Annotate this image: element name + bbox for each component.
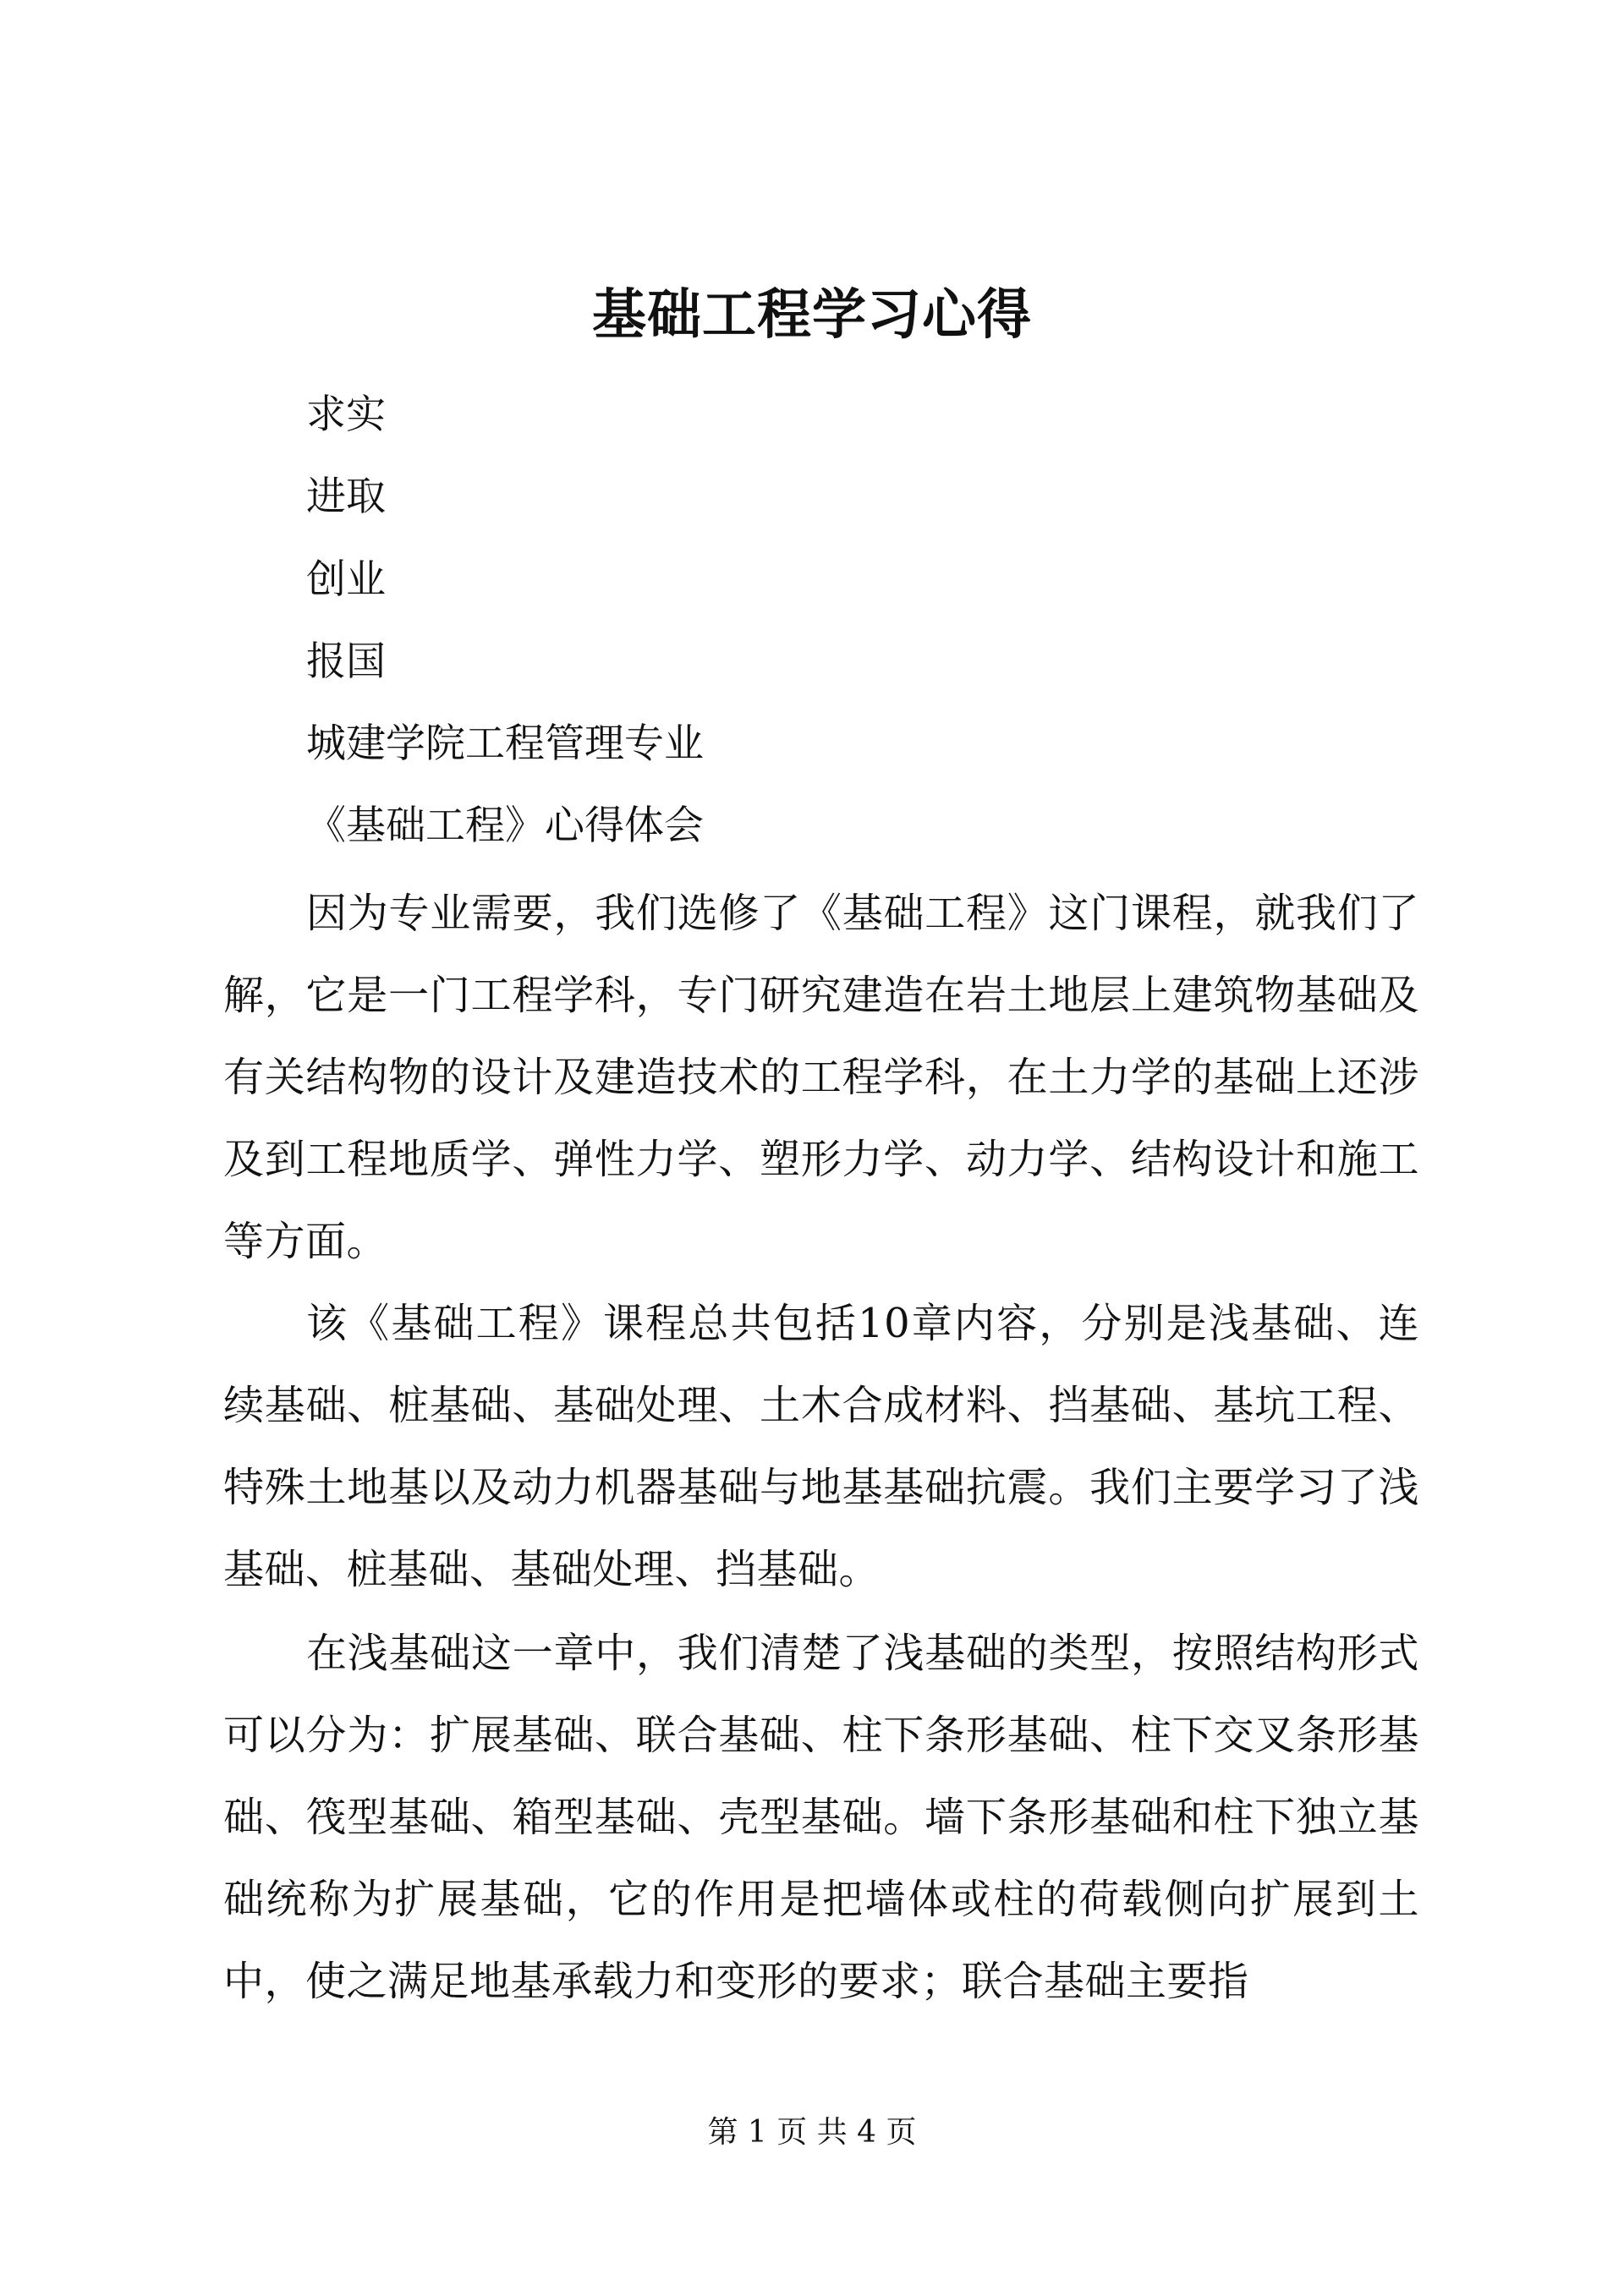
motto-line-1: 求实 — [306, 392, 386, 438]
motto-line-4: 报国 — [306, 638, 386, 685]
body-paragraph-1: 因为专业需要，我们选修了《基础工程》这门课程，就我们了解，它是一门工程学科，专门研究建造在岩土地层上建筑物基础及有关结构物的设计及建造技术的工程学科，在土力学的基础上还涉及到工程地质学、弹性力学、塑形力学、动力学、结构设计和施工等方面。 — [223, 890, 1419, 1265]
page-footer: 第 1 页 共 4 页 — [707, 2115, 917, 2150]
department-line: 城建学院工程管理专业 — [306, 721, 704, 767]
document-title: 基础工程学习心得 — [592, 283, 1032, 347]
document-subtitle: 《基础工程》心得体会 — [306, 803, 704, 849]
body-paragraph-2: 该《基础工程》课程总共包括10章内容，分别是浅基础、连续基础、桩基础、基础处理、土木合成材料、挡基础、基坑工程、特殊土地基以及动力机器基础与地基基础抗震。我们主要学习了浅基础、桩基础、基础处理、挡基础。 — [223, 1300, 1419, 1593]
body-paragraph-3: 在浅基础这一章中，我们清楚了浅基础的类型，按照结构形式可以分为：扩展基础、联合基础、柱下条形基础、柱下交叉条形基础、筏型基础、箱型基础、壳型基础。墙下条形基础和柱下独立基础统称为扩展基础，它的作用是把墙体或柱的荷载侧向扩展到土中，使之满足地基承载力和变形的要求；联合基础主要指 — [223, 1630, 1419, 2005]
motto-line-2: 进取 — [306, 474, 386, 520]
motto-line-3: 创业 — [306, 556, 386, 603]
